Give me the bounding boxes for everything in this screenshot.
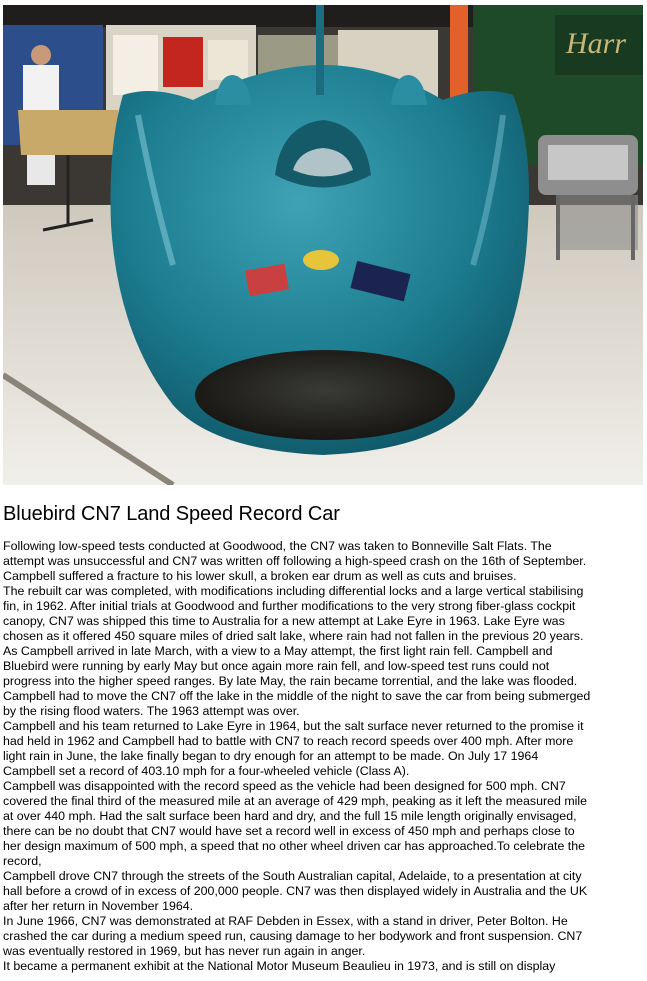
article-paragraph: It became a permanent exhibit at the National Motor Museum Beaulieu in 1973, and is still on display [3,959,556,973]
article-paragraph: Campbell was disappointed with the record speed as the vehicle had been designed for 500 mph. CN7 covered the final third of the measured mile at an average of 429 mph, peaking as it left the measured mile at over 440 mph. Had the salt surface been hard and dry, and the full 15 mile length originally envisaged, there can be no doubt that CN7 would have set a record well in excess of 450 mph and perhaps close to her design maximum of 500 mph, a speed that no other wheel driven car has approached.To celebrate the record, [3,779,588,868]
svg-text:Harr: Harr [566,27,627,60]
article-paragraph: The rebuilt car was completed, with modifications including differential locks and a large vertical stabilising fin, in 1962. After initial trials at Goodwood and further modifications to the very strong fiber-glass cockpit canopy, CN7 was shipped this time to Australia for a new attempt at Lake Eyre in 1963. Lake Eyre was chosen as it offered 450 square miles of dried salt lake, where rain had not fallen in the previous 20 years. As Campbell arrived in late March, with a view to a May attempt, the first light rain fell. Campbell and Bluebird were running by early May but once again more rain fell, and low-speed test runs could not progress into the higher speed ranges. By late May, the rain became torrential, and the lake was flooded. Campbell had to move the CN7 off the lake in the middle of the night to save the car from being submerged by the rising flood waters. The 1963 attempt was over. [3,584,591,718]
article-paragraph: Campbell drove CN7 through the streets of the South Australian capital, Adelaide, to a presentation at city hall before a crowd of in excess of 200,000 people. CN7 was then displayed widely in Australia and the UK after her return in November 1964. [3,869,588,913]
article-body [3,539,593,974]
page-title: Bluebird CN7 Land Speed Record Car [3,503,340,525]
article-paragraph: Campbell and his team returned to Lake Eyre in 1964, but the salt surface never returned to the promise it had held in 1962 and Campbell had to battle with CN7 to reach record speeds over 400 mph. After more light rain in June, the lake finally began to dry enough for an attempt to be made. On July 17 1964 Campbell set a record of 403.10 mph for a four-wheeled vehicle (Class A). [3,719,584,778]
article-paragraph: In June 1966, CN7 was demonstrated at RAF Debden in Essex, with a stand in driver, Peter Bolton. He crashed the car during a medium speed run, causing damage to her bodywork and front suspension. CN7 was eventually restored in 1969, but has never run again in anger. [3,914,583,958]
article-paragraph: Following low-speed tests conducted at Goodwood, the CN7 was taken to Bonneville Salt Flats. The attempt was unsuccessful and CN7 was written off following a high-speed crash on the 16th of September. Campbell suffered a fracture to his lower skull, a broken ear drum as well as cuts and bruises. [3,539,587,583]
bluebird-cn7-photo [3,5,643,485]
